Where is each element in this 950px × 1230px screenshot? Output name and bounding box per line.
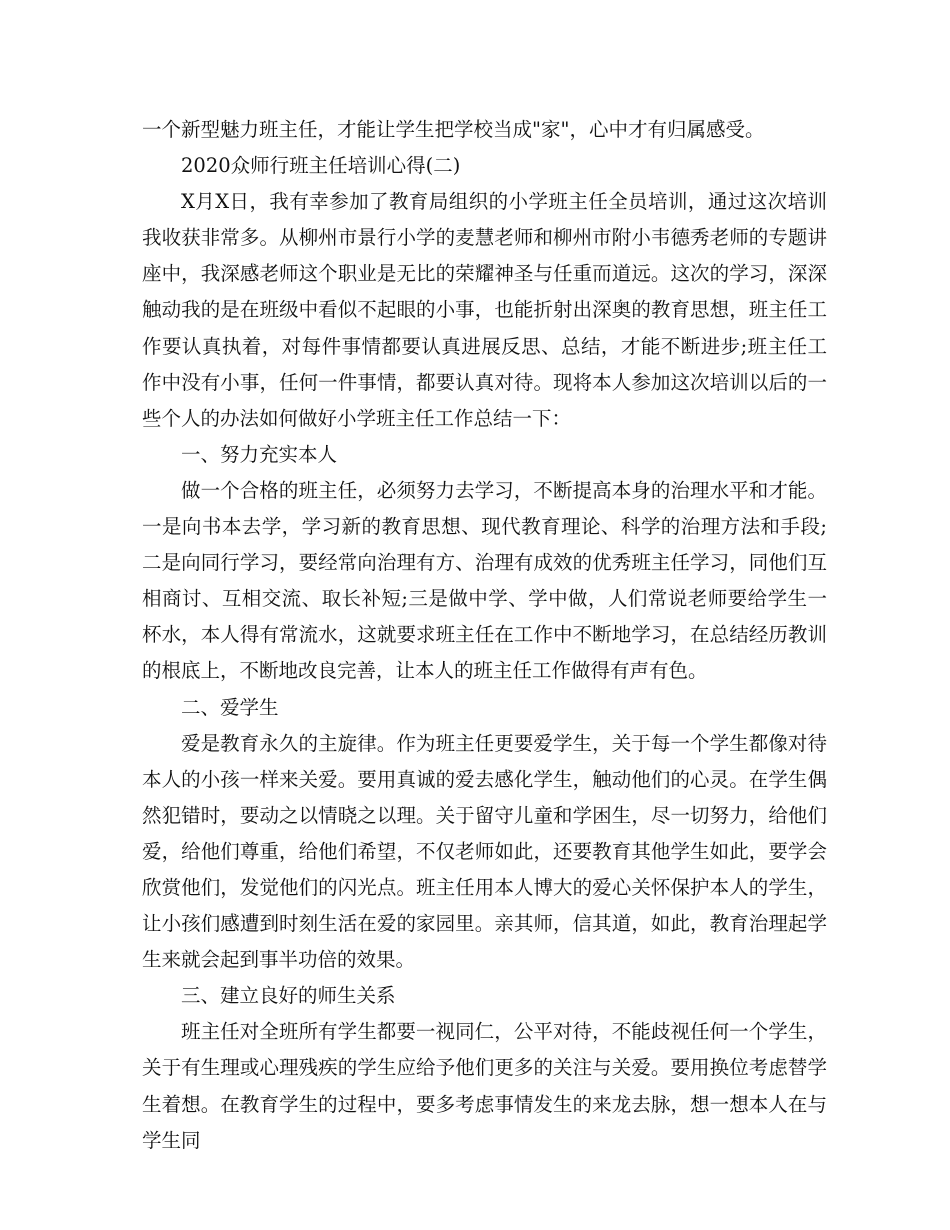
- paragraph: X月X日，我有幸参加了教育局组织的小学班主任全员培训，通过这次培训我收获非常多。从柳州市景行小学的麦慧老师和柳州市附小韦德秀老师的专题讲座中，我深感老师这个职业是无比的荣耀神圣与任重而道远。这次的学习，深深触动我的是在班级中看似不起眼的小事，也能折射出深奥的教育思想，班主任工作要认真执着，对每件事情都要认真进展反思、总结，才能不断进步;班主任工作中没有小事，任何一件事情，都要认真对待。现将本人参加这次培训以后的一些个人的办法如何做好小学班主任工作总结一下：: [142, 190, 827, 430]
- paragraph: 爱是教育永久的主旋律。作为班主任更要爱学生，关于每一个学生都像对待本人的小孩一样来关爱。要用真诚的爱去感化学生，触动他们的心灵。在学生偶然犯错时，要动之以情晓之以理。关于留守儿童和学困生，尽一切努力，给他们爱，给他们尊重，给他们希望，不仅老师如此，还要教育其他学生如此，要学会欣赏他们，发觉他们的闪光点。班主任用本人博大的爱心关怀保护本人的学生，让小孩们感遭到时刻生活在爱的家园里。亲其师，信其道，如此，教育治理起学生来就会起到事半功倍的效果。: [142, 731, 827, 972]
- document-body: [142, 112, 827, 1159]
- paragraph: 一个新型魅力班主任，才能让学生把学校当成"家"，心中才有归属感受。: [142, 118, 765, 141]
- section-title: 2020众师行班主任培训心得(二): [181, 154, 461, 178]
- section-heading: 二、爱学生: [181, 695, 279, 719]
- paragraph: 做一个合格的班主任，必须努力去学习，不断提高本身的治理水平和才能。一是向书本去学，学习新的教育思想、现代教育理论、科学的治理方法和手段;二是向同行学习，要经常向治理有方、治理有成效的优秀班主任学习，同他们互相商讨、互相交流、取长补短;三是做中学、学中做，人们常说老师要给学生一杯水，本人得有常流水，这就要求班主任在工作中不断地学习，在总结经历教训的根底上，不断地改良完善，让本人的班主任工作做得有声有色。: [142, 478, 827, 683]
- section-heading: 一、努力充实本人: [181, 442, 338, 466]
- paragraph: 班主任对全班所有学生都要一视同仁，公平对待，不能歧视任何一个学生，关于有生理或心理残疾的学生应给予他们更多的关注与关爱。要用换位考虑替学生着想。在教育学生的过程中，要多考虑事情发生的来龙去脉，想一想本人在与学生同: [142, 1020, 827, 1152]
- section-heading: 三、建立良好的师生关系: [181, 984, 396, 1008]
